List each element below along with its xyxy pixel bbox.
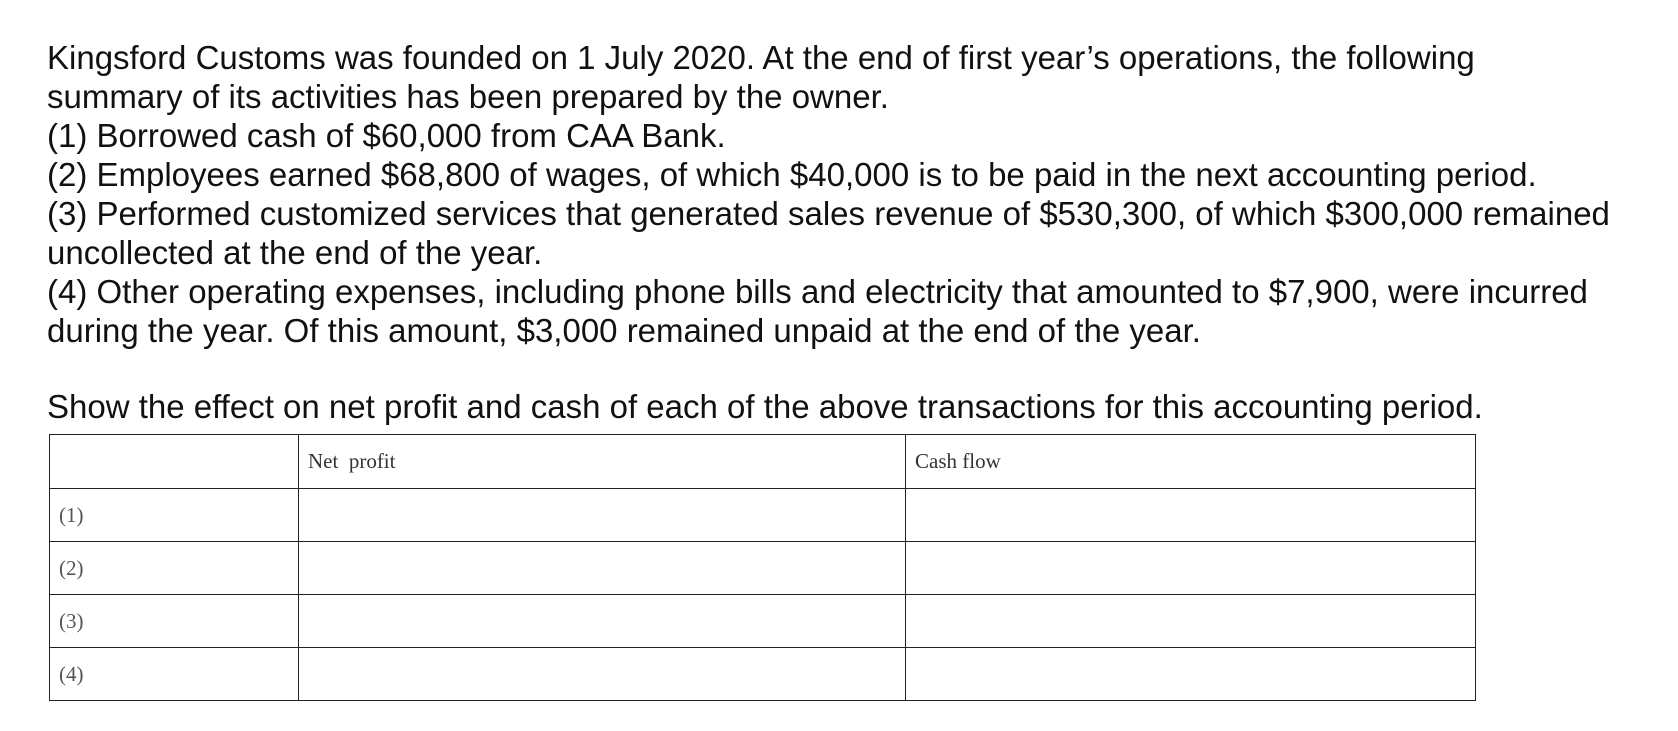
row-label: (3) bbox=[50, 595, 299, 648]
table-row bbox=[50, 489, 1476, 542]
net-profit-cell[interactable] bbox=[299, 595, 906, 648]
transaction-3: (3) Performed customized services that generated sales revenue of $530,300, of which $300,000 remained bbox=[47, 195, 1610, 232]
problem-statement bbox=[47, 38, 1667, 350]
header-cell-empty bbox=[50, 435, 299, 489]
answer-table bbox=[49, 434, 1476, 701]
transaction-2: (2) Employees earned $68,800 of wages, of which $40,000 is to be paid in the next accounting period. bbox=[47, 156, 1537, 193]
table-header-row bbox=[50, 435, 1476, 489]
transaction-1: (1) Borrowed cash of $60,000 from CAA Bank. bbox=[47, 117, 726, 154]
table-row bbox=[50, 542, 1476, 595]
statement-line: summary of its activities has been prepared by the owner. bbox=[47, 78, 889, 115]
net-profit-cell[interactable] bbox=[299, 648, 906, 701]
net-profit-cell[interactable] bbox=[299, 489, 906, 542]
header-cash-flow: Cash flow bbox=[906, 435, 1476, 489]
table-row bbox=[50, 595, 1476, 648]
row-label: (4) bbox=[50, 648, 299, 701]
question-prompt: Show the effect on net profit and cash of each of the above transactions for this accounting period. bbox=[47, 388, 1483, 425]
transaction-4-continued: during the year. Of this amount, $3,000 remained unpaid at the end of the year. bbox=[47, 312, 1201, 349]
cash-flow-cell[interactable] bbox=[906, 648, 1476, 701]
cash-flow-cell[interactable] bbox=[906, 489, 1476, 542]
cash-flow-cell[interactable] bbox=[906, 542, 1476, 595]
document-body bbox=[47, 38, 1667, 426]
cash-flow-cell[interactable] bbox=[906, 595, 1476, 648]
row-label: (2) bbox=[50, 542, 299, 595]
header-net-profit: Net profit bbox=[299, 435, 906, 489]
net-profit-cell[interactable] bbox=[299, 542, 906, 595]
row-label: (1) bbox=[50, 489, 299, 542]
table-row bbox=[50, 648, 1476, 701]
statement-line: Kingsford Customs was founded on 1 July 2020. At the end of first year’s operations, the following bbox=[47, 39, 1475, 76]
transaction-3-continued: uncollected at the end of the year. bbox=[47, 234, 543, 271]
transaction-4: (4) Other operating expenses, including phone bills and electricity that amounted to $7,900, were incurred bbox=[47, 273, 1588, 310]
